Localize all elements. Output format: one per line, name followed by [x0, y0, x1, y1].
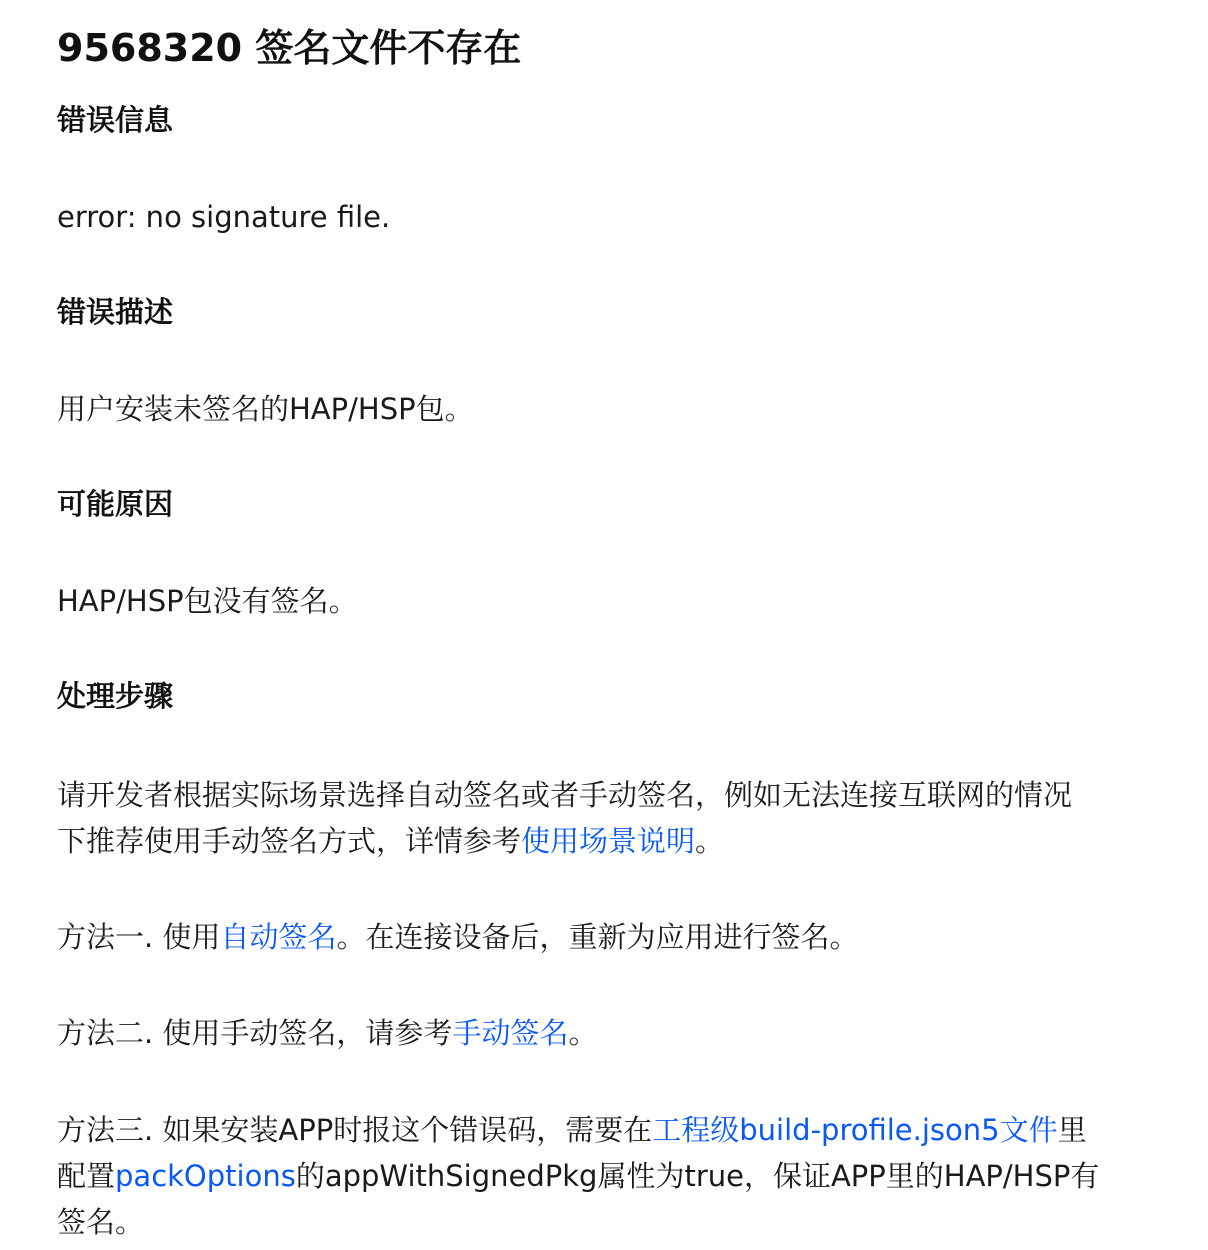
- method-3-property-text: 的appWithSignedPkg属性为true，保证APP里的HAP/HSP有: [295, 1159, 1100, 1193]
- method-3-line-1: [57, 1107, 1182, 1153]
- method-3-line-2: [57, 1153, 1182, 1199]
- steps-intro-line-1: 请开发者根据实际场景选择自动签名或者手动签名，例如无法连接互联网的情况: [57, 778, 1073, 812]
- method-2-paragraph: [57, 1010, 1182, 1056]
- method-3-prefix: 方法三. 如果安装APP时报这个错误码，需要在: [57, 1113, 653, 1147]
- manual-sign-link[interactable]: 手动签名: [452, 1016, 569, 1050]
- method-3-config-text: 配置: [57, 1159, 116, 1193]
- steps-intro-paragraph: [57, 772, 1182, 864]
- steps-intro-end: 。: [695, 824, 725, 858]
- method-2-prefix: 方法二. 使用手动签名，请参考: [57, 1016, 453, 1050]
- method-3-paragraph: [57, 1107, 1182, 1245]
- method-1-paragraph: [57, 914, 1182, 960]
- heading-error-description: 错误描述: [57, 295, 174, 329]
- auto-sign-link[interactable]: 自动签名: [220, 920, 337, 954]
- steps-intro-line-2: [57, 818, 1182, 864]
- error-info-text: error: no signature file.: [57, 200, 391, 234]
- method-1-suffix: 。在连接设备后，重新为应用进行签名。: [336, 920, 859, 954]
- method-1-prefix: 方法一. 使用: [57, 920, 221, 954]
- method-3-line-3: 签名。: [57, 1205, 145, 1239]
- pack-options-link[interactable]: packOptions: [115, 1159, 296, 1193]
- usage-scenario-link[interactable]: 使用场景说明: [521, 824, 696, 858]
- method-2-suffix: 。: [568, 1016, 598, 1050]
- heading-possible-cause: 可能原因: [57, 487, 174, 521]
- heading-error-info: 错误信息: [57, 103, 174, 137]
- steps-intro-text: 下推荐使用手动签名方式，详情参考: [57, 824, 522, 858]
- page-title: 9568320 签名文件不存在: [57, 26, 522, 70]
- build-profile-link[interactable]: 工程级build-profile.json5文件: [652, 1113, 1058, 1147]
- possible-cause-text: HAP/HSP包没有签名。: [57, 584, 358, 618]
- method-3-mid: 里: [1057, 1113, 1087, 1147]
- error-description-text: 用户安装未签名的HAP/HSP包。: [57, 392, 474, 426]
- heading-steps: 处理步骤: [57, 679, 174, 713]
